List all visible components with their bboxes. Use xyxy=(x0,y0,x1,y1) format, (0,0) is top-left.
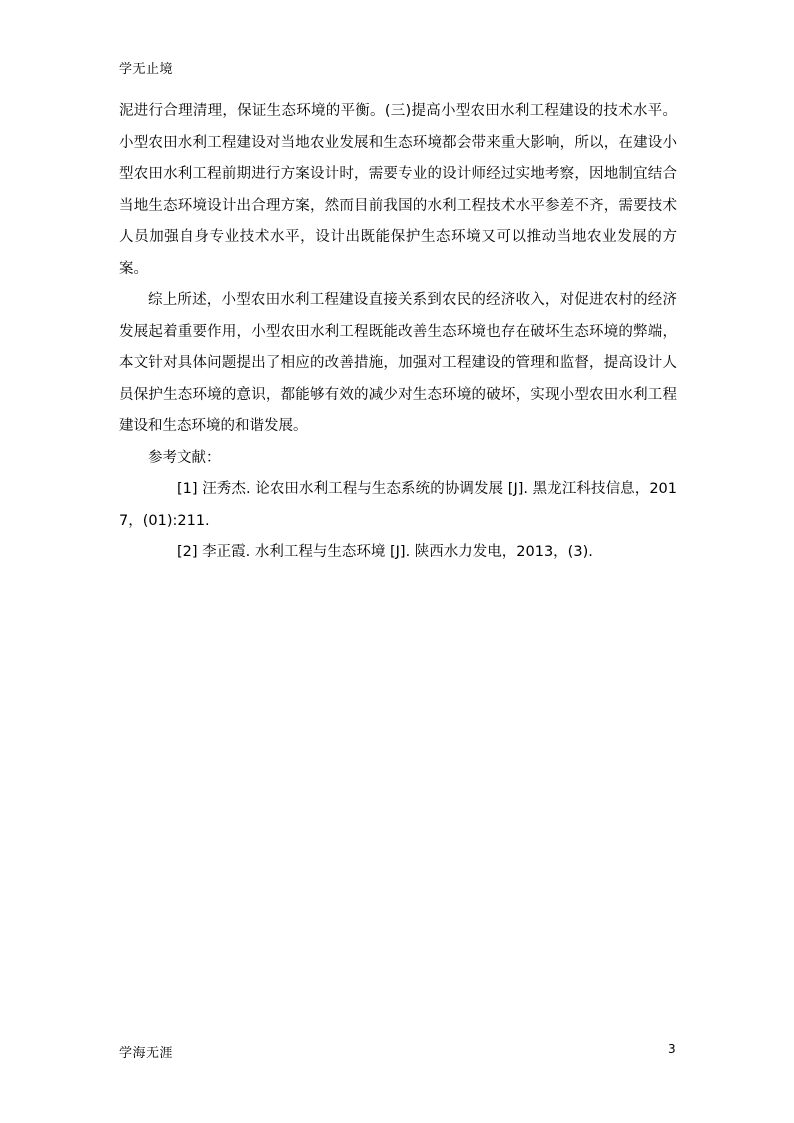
reference-item-2: [2] 李正霞. 水利工程与生态环境 [J]. 陕西水力发电，2013，(3). xyxy=(177,544,593,560)
main-content xyxy=(119,96,677,569)
page-header: 学无止境 xyxy=(119,62,174,77)
page-footer-text: 学海无涯 xyxy=(119,1046,174,1061)
paragraph-continued: 泥进行合理清理，保证生态环境的平衡。(三)提高小型农田水利工程建设的技术水平。小型农田水利工程建设对当地农业发展和生态环境都会带来重大影响，所以，在建设小型农田水利工程前期进行方案设计时，需要专业的设计师经过实地考察，因地制宜结合当地生态环境设计出合理方案，然而目前我国的水利工程技术水平参差不齐，需要技术人员加强自身专业技术水平，设计出既能保护生态环境又可以推动当地农业发展的方案。 xyxy=(119,103,677,277)
references-title: 参考文献： xyxy=(148,449,221,466)
paragraph-conclusion: 综上所述，小型农田水利工程建设直接关系到农民的经济收入，对促进农村的经济发展起着重要作用，小型农田水利工程既能改善生态环境也存在破坏生态环境的弊端，本文针对具体问题提出了相应的改善措施，加强对工程建设的管理和监督，提高设计人员保护生态环境的意识，都能够有效的减少对生态环境的破坏，实现小型农田水利工程建设和生态环境的和谐发展。 xyxy=(119,292,677,434)
page-number: 3 xyxy=(668,1042,676,1056)
reference-item-1: [1] 汪秀杰. 论农田水利工程与生态系统的协调发展 [J]. 黑龙江科技信息，2017，(01):211. xyxy=(119,481,677,529)
